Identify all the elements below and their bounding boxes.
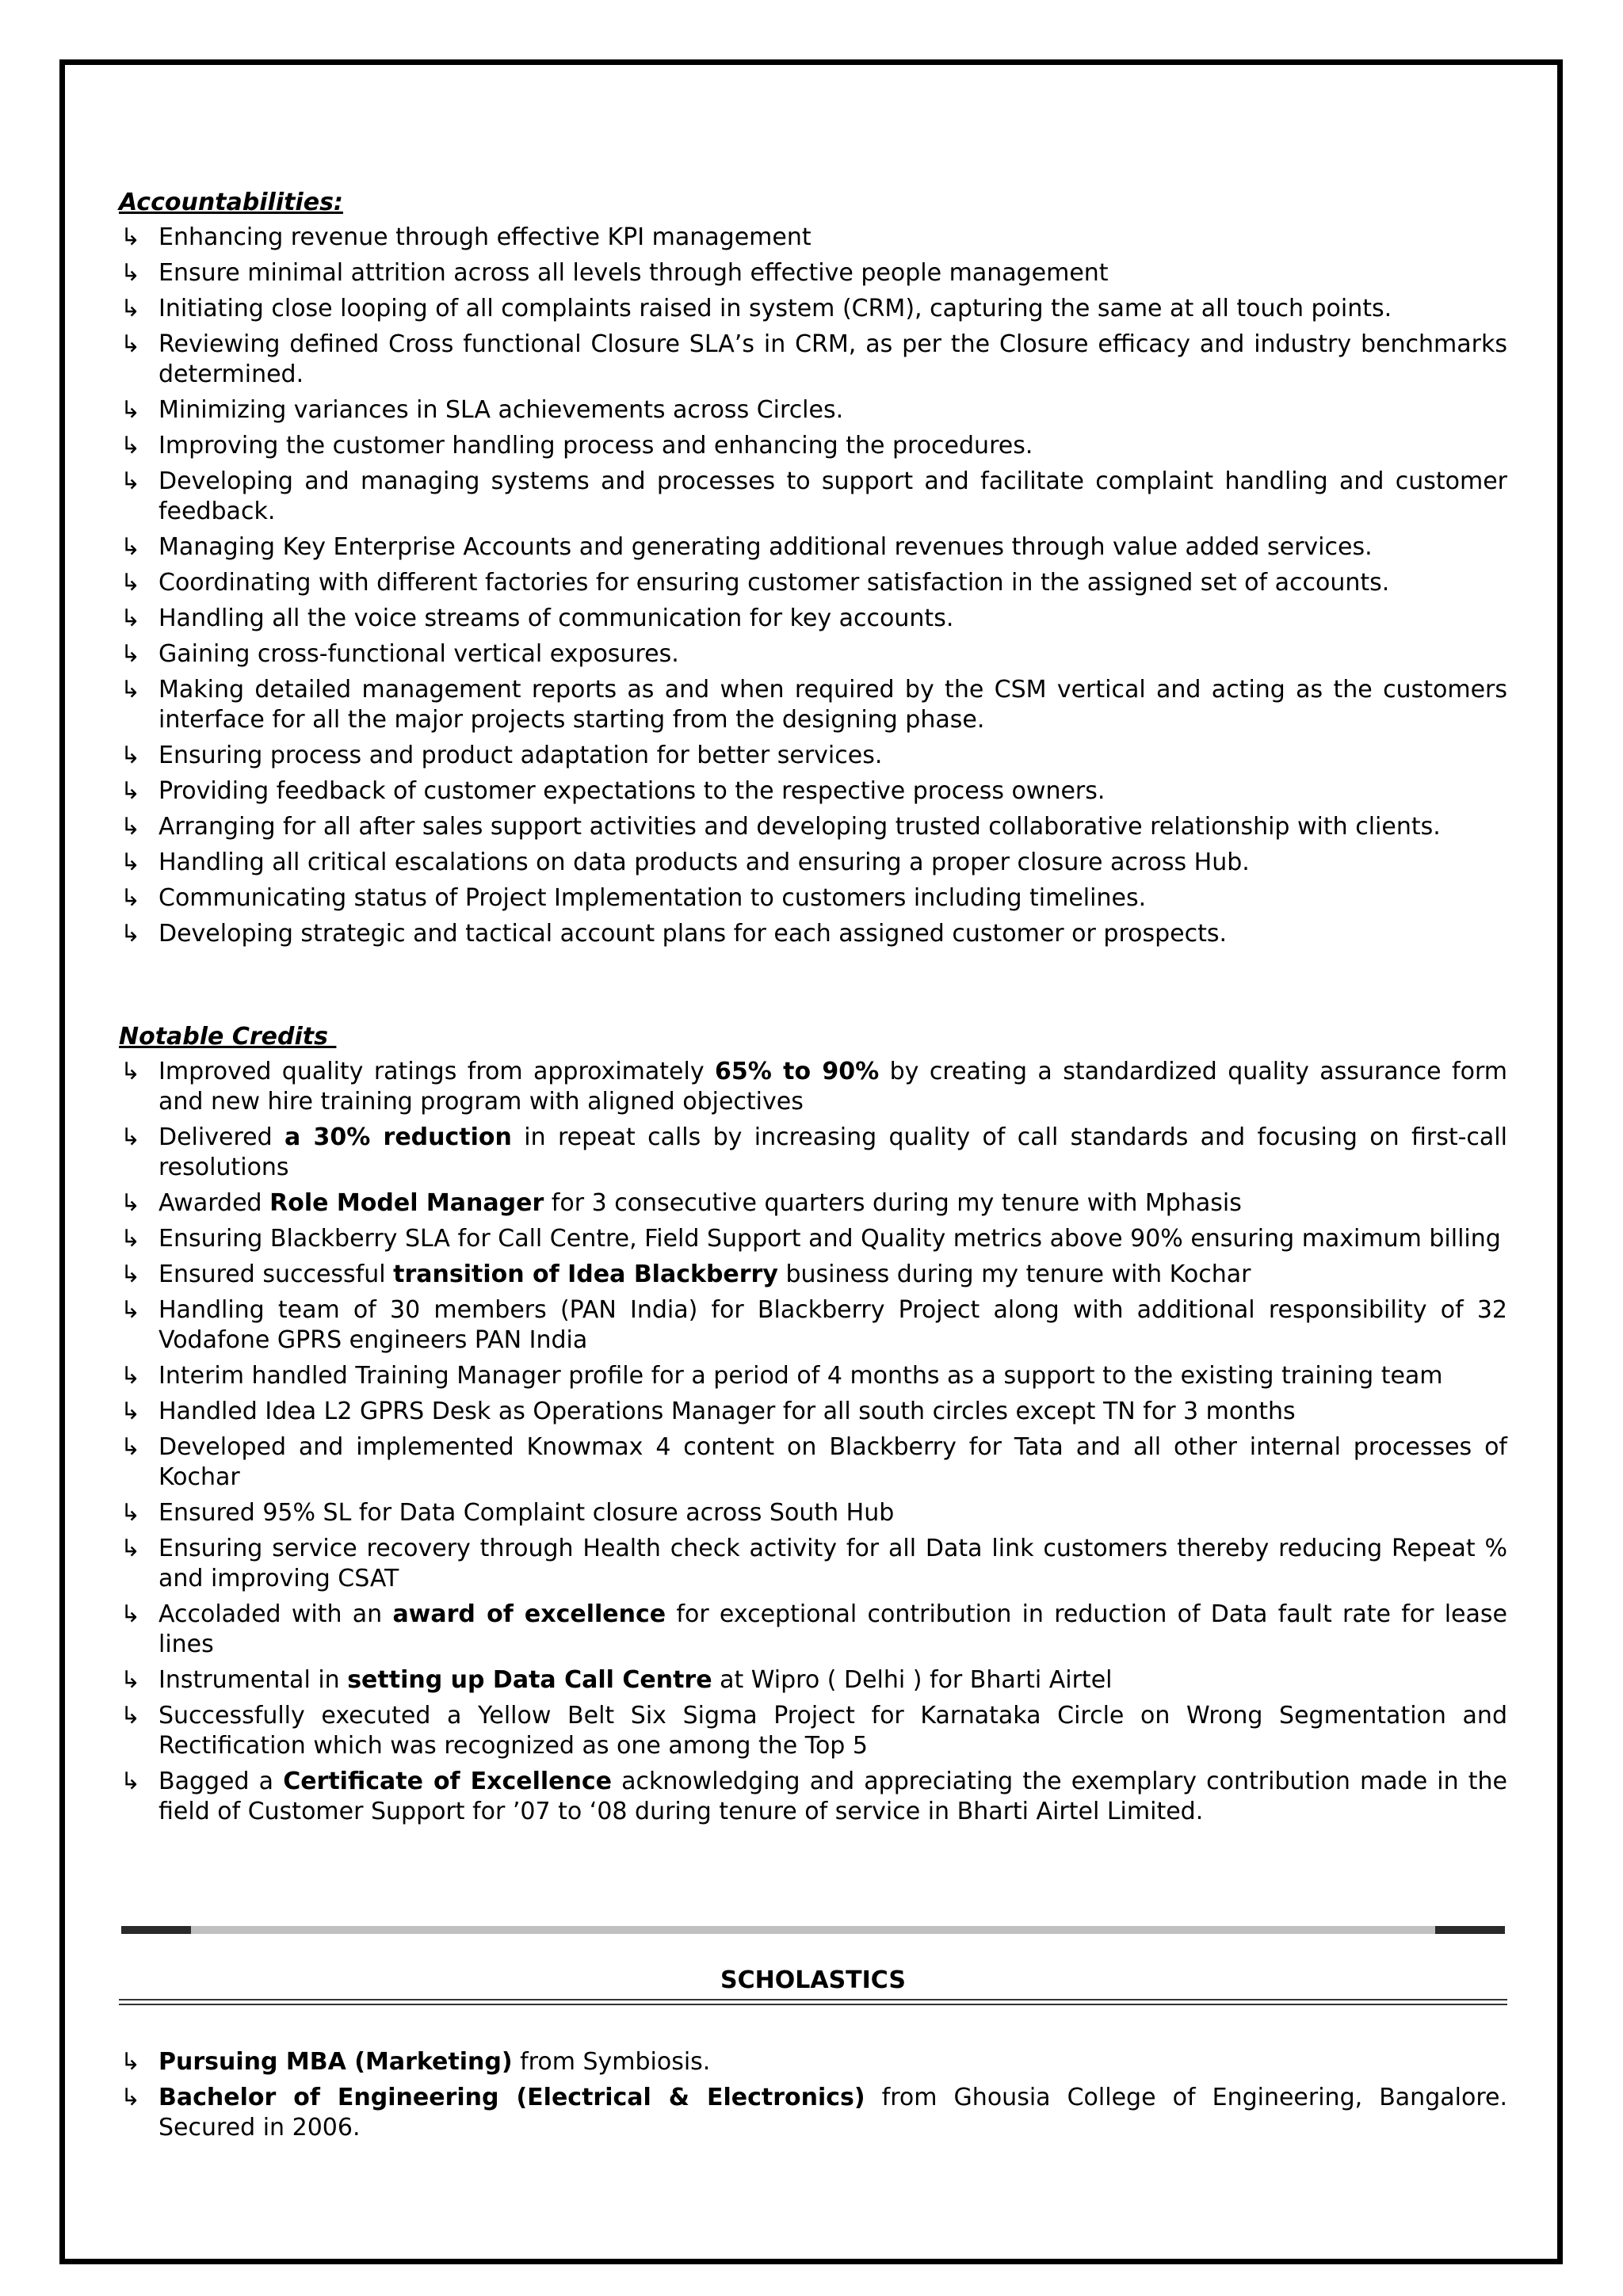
hooked-arrow-right-icon: ↳ <box>120 605 141 632</box>
list-item <box>119 1498 1507 1528</box>
item-text: Coordinating with different factories for ensuring customer satisfaction in the assigned set of accounts. <box>158 569 1390 597</box>
hooked-arrow-right-icon: ↳ <box>120 259 141 287</box>
bold-text: Certificate of Excellence <box>283 1768 613 1795</box>
hooked-arrow-right-icon: ↳ <box>120 813 141 841</box>
hooked-arrow-right-icon: ↳ <box>120 533 141 561</box>
divider-end-left <box>121 1926 191 1934</box>
bold-text: Pursuing MBA (Marketing) <box>158 2048 513 2076</box>
list-item <box>119 1701 1507 1761</box>
hooked-arrow-right-icon: ↳ <box>120 1768 141 1795</box>
notable-credits-list <box>119 1057 1507 1827</box>
item-text: Communicating status of Project Implementation to customers including timelines. <box>158 884 1147 912</box>
item-text: Ensured 95% SL for Data Complaint closure across South Hub <box>158 1499 895 1527</box>
item-text: Instrumental in <box>158 1666 348 1694</box>
list-item <box>119 1397 1507 1427</box>
list-item <box>119 848 1507 878</box>
list-item <box>119 883 1507 913</box>
list-item <box>119 294 1507 324</box>
accountabilities-list <box>119 223 1507 949</box>
item-text: Ensuring service recovery through Health check activity for all Data link customers thereby reducing Repeat % and improving CSAT <box>158 1535 1507 1592</box>
list-item <box>119 258 1507 288</box>
item-text: Improving the customer handling process and enhancing the procedures. <box>158 432 1033 460</box>
hooked-arrow-right-icon: ↳ <box>120 330 141 358</box>
notable-credits-heading: Notable Credits <box>119 1023 337 1051</box>
list-item <box>119 675 1507 735</box>
bold-text: Role Model Manager <box>269 1189 544 1217</box>
item-text: Developing strategic and tactical account plans for each assigned customer or prospects. <box>158 920 1228 948</box>
item-text: Handling all the voice streams of communication for key accounts. <box>158 605 954 632</box>
hooked-arrow-right-icon: ↳ <box>120 569 141 597</box>
list-item <box>119 330 1507 390</box>
list-item <box>119 1534 1507 1594</box>
hooked-arrow-right-icon: ↳ <box>120 1499 141 1527</box>
hooked-arrow-right-icon: ↳ <box>120 1225 141 1253</box>
item-text: Minimizing variances in SLA achievements across Circles. <box>158 396 844 424</box>
item-text: Delivered <box>158 1123 285 1151</box>
list-item <box>119 223 1507 253</box>
item-text: by creating a standardized quality assurance form and new hire training program with aligned objectives <box>158 1058 1507 1116</box>
hooked-arrow-right-icon: ↳ <box>120 2048 141 2076</box>
list-item <box>119 2083 1507 2143</box>
hooked-arrow-right-icon: ↳ <box>120 1261 141 1288</box>
list-item <box>119 1057 1507 1117</box>
divider-end-right <box>1435 1926 1505 1934</box>
hooked-arrow-right-icon: ↳ <box>120 396 141 424</box>
item-text: Ensure minimal attrition across all levels through effective people management <box>158 259 1109 287</box>
hooked-arrow-right-icon: ↳ <box>120 295 141 322</box>
bold-text: a 30% reduction <box>284 1123 512 1151</box>
hooked-arrow-right-icon: ↳ <box>120 676 141 704</box>
list-item <box>119 1224 1507 1254</box>
item-text: Successfully executed a Yellow Belt Six Sigma Project for Karnataka Circle on Wrong Segmentation and Rectification which was recognized as one among the Top 5 <box>158 1702 1507 1760</box>
hooked-arrow-right-icon: ↳ <box>120 742 141 769</box>
scholastics-rule <box>119 1999 1507 2005</box>
list-item <box>119 639 1507 669</box>
item-text: Improved quality ratings from approximately <box>158 1058 715 1085</box>
list-item <box>119 1767 1507 1827</box>
item-text: Initiating close looping of all complaints raised in system (CRM), capturing the same at all touch points. <box>158 295 1392 322</box>
list-item <box>119 532 1507 563</box>
hooked-arrow-right-icon: ↳ <box>120 920 141 948</box>
item-text: Ensuring Blackberry SLA for Call Centre, Field Support and Quality metrics above 90% ensuring maximum billing <box>158 1225 1501 1253</box>
list-item <box>119 568 1507 598</box>
item-text: for exceptional contribution in reduction of Data fault rate for lease lines <box>158 1600 1507 1658</box>
bold-text: setting up Data Call Centre <box>347 1666 712 1694</box>
item-text: Bagged a <box>158 1768 284 1795</box>
notable-credits-section <box>119 1022 1507 1833</box>
list-item <box>119 467 1507 527</box>
bold-text: transition of Idea Blackberry <box>393 1261 778 1288</box>
scholastics-list <box>119 2047 1507 2143</box>
hooked-arrow-right-icon: ↳ <box>120 2084 141 2111</box>
item-text: Ensuring process and product adaptation for better services. <box>158 742 883 769</box>
hooked-arrow-right-icon: ↳ <box>120 1535 141 1562</box>
scholastics-section <box>119 2047 1507 2149</box>
item-text: for 3 consecutive quarters during my tenure with Mphasis <box>544 1189 1242 1217</box>
hooked-arrow-right-icon: ↳ <box>120 432 141 460</box>
list-item <box>119 1260 1507 1290</box>
list-item <box>119 741 1507 771</box>
item-text: Interim handled Training Manager profile for a period of 4 months as a support to the existing training team <box>158 1362 1443 1390</box>
hooked-arrow-right-icon: ↳ <box>120 1189 141 1217</box>
hooked-arrow-right-icon: ↳ <box>120 849 141 876</box>
list-item <box>119 1665 1507 1695</box>
item-text: Making detailed management reports as and when required by the CSM vertical and acting as the customers interface for all the major projects starting from the designing phase. <box>158 676 1507 734</box>
hooked-arrow-right-icon: ↳ <box>120 1666 141 1694</box>
item-text: Managing Key Enterprise Accounts and generating additional revenues through value added services. <box>158 533 1373 561</box>
list-item <box>119 1295 1507 1356</box>
accountabilities-heading: Accountabilities: <box>119 189 343 216</box>
item-text: Handling team of 30 members (PAN India) for Blackberry Project along with additional responsibility of 32 Vodafone GPRS engineers PAN India <box>158 1296 1507 1354</box>
bold-text: Bachelor of Engineering (Electrical & Electronics) <box>158 2084 865 2111</box>
list-item <box>119 919 1507 949</box>
item-text: Developed and implemented Knowmax 4 content on Blackberry for Tata and all other internal processes of Kochar <box>158 1433 1507 1491</box>
hooked-arrow-right-icon: ↳ <box>120 1433 141 1461</box>
item-text: business during my tenure with Kochar <box>777 1261 1251 1288</box>
item-text: Providing feedback of customer expectations to the respective process owners. <box>158 777 1106 805</box>
list-item <box>119 1123 1507 1183</box>
list-item <box>119 2047 1507 2077</box>
list-item <box>119 431 1507 461</box>
item-text: Awarded <box>158 1189 270 1217</box>
scholastics-title: SCHOLASTICS <box>720 1966 906 1994</box>
item-text: Ensured successful <box>158 1261 394 1288</box>
hooked-arrow-right-icon: ↳ <box>120 1058 141 1085</box>
item-text: Arranging for all after sales support activities and developing trusted collaborative relationship with clients. <box>158 813 1441 841</box>
hooked-arrow-right-icon: ↳ <box>120 1702 141 1730</box>
hooked-arrow-right-icon: ↳ <box>120 467 141 495</box>
hooked-arrow-right-icon: ↳ <box>120 223 141 251</box>
hooked-arrow-right-icon: ↳ <box>120 640 141 668</box>
accountabilities-section <box>119 188 1507 955</box>
list-item <box>119 395 1507 425</box>
hooked-arrow-right-icon: ↳ <box>120 1362 141 1390</box>
hooked-arrow-right-icon: ↳ <box>120 1296 141 1324</box>
item-text: Developing and managing systems and processes to support and facilitate complaint handling and customer feedback. <box>158 467 1507 525</box>
section-divider <box>121 1926 1505 1934</box>
hooked-arrow-right-icon: ↳ <box>120 884 141 912</box>
item-text: at Wipro ( Delhi ) for Bharti Airtel <box>712 1666 1113 1694</box>
item-text: from Symbiosis. <box>512 2048 711 2076</box>
item-text: Handled Idea L2 GPRS Desk as Operations Manager for all south circles except TN for 3 months <box>158 1398 1296 1425</box>
list-item <box>119 1188 1507 1219</box>
list-item <box>119 776 1507 807</box>
list-item <box>119 812 1507 842</box>
item-text: Accoladed with an <box>158 1600 393 1628</box>
item-text: Handling all critical escalations on data products and ensuring a proper closure across Hub. <box>158 849 1250 876</box>
hooked-arrow-right-icon: ↳ <box>120 1600 141 1628</box>
hooked-arrow-right-icon: ↳ <box>120 1398 141 1425</box>
hooked-arrow-right-icon: ↳ <box>120 1123 141 1151</box>
list-item <box>119 604 1507 634</box>
list-item <box>119 1432 1507 1493</box>
item-text: Reviewing defined Cross functional Closure SLA’s in CRM, as per the Closure efficacy and industry benchmarks determined. <box>158 330 1507 388</box>
item-text: from Ghousia College of Engineering, Bangalore. Secured in 2006. <box>158 2084 1507 2142</box>
item-text: in repeat calls by increasing quality of call standards and focusing on first-call resolutions <box>158 1123 1507 1181</box>
item-text: Gaining cross-functional vertical exposures. <box>158 640 679 668</box>
list-item <box>119 1600 1507 1660</box>
item-text: Enhancing revenue through effective KPI management <box>158 223 812 251</box>
bold-text: 65% to 90% <box>714 1058 880 1085</box>
bold-text: award of excellence <box>392 1600 666 1628</box>
list-item <box>119 1361 1507 1391</box>
hooked-arrow-right-icon: ↳ <box>120 777 141 805</box>
item-text: acknowledging and appreciating the exemplary contribution made in the field of Customer Support for ’07 to ‘08 during tenure of service in Bharti Airtel Limited. <box>158 1768 1507 1825</box>
